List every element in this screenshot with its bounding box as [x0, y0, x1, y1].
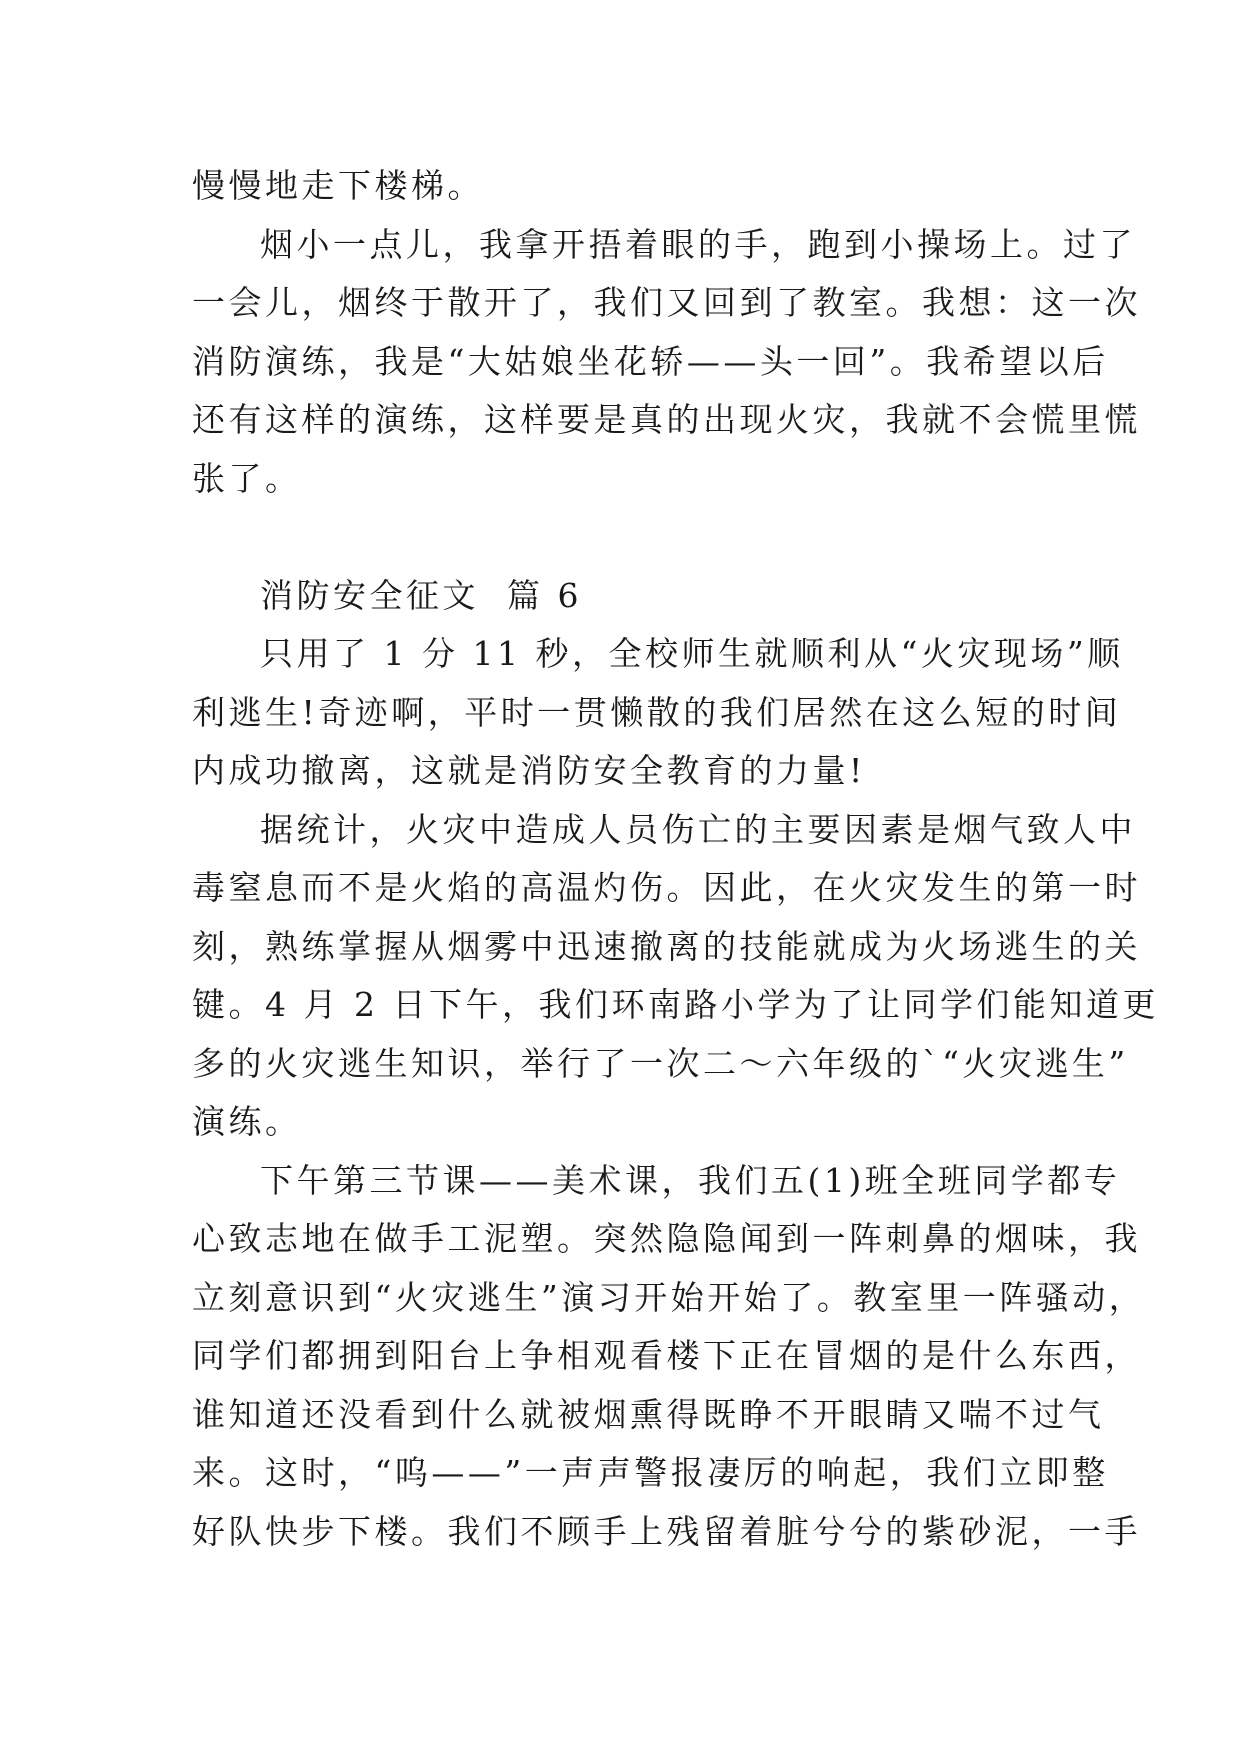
paragraph-line: 毒窒息而不是火焰的高温灼伤。因此，在火灾发生的第一时	[192, 868, 1141, 907]
section-heading-block	[192, 567, 1062, 626]
paragraph-line: 只用了 1 分 11 秒，全校师生就顺利从“火灾现场”顺	[260, 634, 1124, 673]
paragraph-line: 谁知道还没看到什么就被烟熏得既睁不开眼睛又喘不过气	[192, 1394, 1105, 1434]
paragraph-line: 演练。	[192, 1102, 302, 1141]
paragraph-line: 利逃生!奇迹啊，平时一贯懒散的我们居然在这么短的时间	[192, 692, 1122, 732]
paragraph-line: 来。这时，“呜——”一声声警报凄厉的响起，我们立即整	[192, 1453, 1109, 1492]
section-heading: 消防安全征文 篇 6	[260, 576, 582, 615]
paragraph-line: 刻，熟练掌握从烟雾中迅速撤离的技能就成为火场逃生的关	[192, 926, 1141, 966]
paragraph-line: 烟小一点儿，我拿开捂着眼的手，跑到小操场上。过了	[260, 224, 1136, 264]
paragraph-line: 多的火灾逃生知识，举行了一次二～六年级的`“火灾逃生”	[192, 1043, 1129, 1083]
paragraph-line: 据统计，火灾中造成人员伤亡的主要因素是烟气致人中	[260, 809, 1136, 849]
paragraph-line: 张了。	[192, 458, 302, 498]
paragraph-line: 立刻意识到“火灾逃生”演习开始开始了。教室里一阵骚动，	[192, 1277, 1146, 1317]
paragraph-line: 慢慢地走下楼梯。	[192, 166, 484, 205]
paragraph-line: 还有这样的演练，这样要是真的出现火灾，我就不会慌里慌	[192, 400, 1141, 439]
paragraph-line: 一会儿，烟终于散开了，我们又回到了教室。我想：这一次	[192, 283, 1141, 322]
paragraph-line: 下午第三节课——美术课，我们五(1)班全班同学都专	[260, 1160, 1121, 1200]
paragraph-line: 内成功撤离，这就是消防安全教育的力量!	[192, 751, 866, 790]
continued-text	[192, 157, 1141, 508]
paragraph-line: 键。4 月 2 日下午，我们环南路小学为了让同学们能知道更	[192, 985, 1159, 1024]
paragraph-line: 好队快步下楼。我们不顾手上残留着脏兮兮的紫砂泥，一手	[192, 1511, 1141, 1551]
paragraph-line: 同学们都拥到阳台上争相观看楼下正在冒烟的是什么东西，	[192, 1336, 1141, 1375]
article-body	[192, 625, 1159, 1561]
paragraph-line: 心致志地在做手工泥塑。突然隐隐闻到一阵刺鼻的烟味，我	[192, 1219, 1141, 1258]
paragraph-line: 消防演练，我是“大姑娘坐花轿——头一回”。我希望以后	[192, 341, 1109, 381]
